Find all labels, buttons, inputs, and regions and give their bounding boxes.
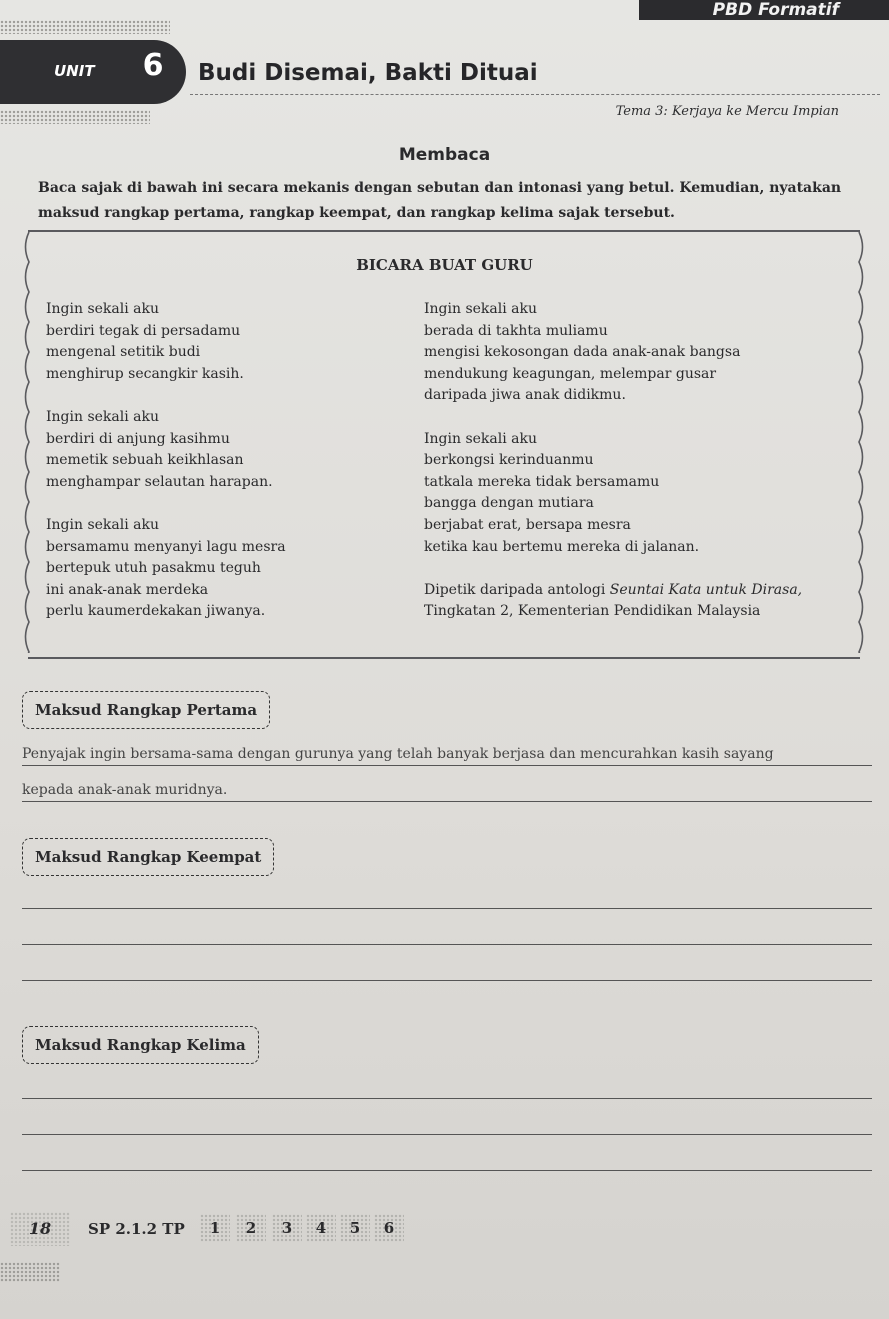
pbd-formatif-badge: PBD Formatif [639, 0, 889, 20]
poem-line: bersamamu menyanyi lagu mesra [46, 538, 286, 555]
label-rangkap-keempat: Maksud Rangkap Keempat [22, 838, 274, 876]
unit-label: UNIT [54, 62, 95, 80]
poem-line: berdiri tegak di persadamu [46, 322, 241, 339]
poem-line: ini anak-anak merdeka [46, 581, 209, 598]
poem-stanza [46, 299, 286, 385]
poem-stanza [46, 515, 286, 623]
answer-line-keempat-2[interactable] [22, 922, 872, 945]
tp-level-4[interactable]: 4 [306, 1214, 336, 1242]
source-title: Seuntai Kata untuk Dirasa, [609, 581, 803, 598]
answer-line-pertama-1[interactable]: Penyajak ingin bersama-sama dengan gurunya yang telah banyak berjasa dan mencurahkan kasih sayang [22, 743, 872, 766]
poem-line: menghampar selautan harapan. [46, 473, 273, 490]
poem-line: ketika kau bertemu mereka di jalanan. [424, 538, 700, 555]
poem-column-right [424, 299, 802, 623]
poem-line: berjabat erat, bersapa mesra [424, 516, 631, 533]
poem-line: Ingin sekali aku [46, 408, 160, 425]
poem-line: mengisi kekosongan dada anak-anak bangsa [424, 344, 741, 361]
answer-line-keempat-3[interactable] [22, 958, 872, 981]
poem-title: BICARA BUAT GURU [356, 256, 533, 274]
answer-line-keempat-1[interactable] [22, 886, 872, 909]
poem-column-left [46, 299, 286, 623]
poem-source [424, 580, 802, 623]
poem-line: tatkala mereka tidak bersamamu [424, 473, 660, 490]
poem-stanza [424, 299, 802, 407]
poem-line: berada di takhta muliamu [424, 322, 608, 339]
poem-line: bertepuk utuh pasakmu teguh [46, 560, 261, 577]
label-rangkap-pertama: Maksud Rangkap Pertama [22, 691, 270, 729]
answer-line-kelima-2[interactable] [22, 1112, 872, 1135]
instruction-text: Baca sajak di bawah ini secara mekanis dengan sebutan dan intonasi yang betul. Kemudian, nyatakan maksud rangkap pertama, rangkap keempat, dan rangkap kelima sajak tersebut. [38, 180, 842, 221]
poem-line: Ingin sekali aku [46, 516, 160, 533]
source-line-1 [424, 580, 802, 602]
poem-line: berkongsi kerinduanmu [424, 452, 594, 469]
poem-line: menghirup secangkir kasih. [46, 365, 244, 382]
tp-level-3[interactable]: 3 [272, 1214, 302, 1242]
poem-line: bangga dengan mutiara [424, 495, 594, 512]
source-prefix: Dipetik daripada antologi [424, 581, 610, 598]
tp-level-6[interactable]: 6 [374, 1214, 404, 1242]
tp-level-1[interactable]: 1 [200, 1214, 230, 1242]
standard-code: SP 2.1.2 TP [88, 1220, 185, 1238]
poem-line: berdiri di anjung kasihmu [46, 430, 230, 447]
poem-line: mendukung keagungan, melempar gusar [424, 365, 717, 382]
unit-number: 6 [142, 48, 164, 83]
decorative-dots [0, 1262, 60, 1282]
poem-line: daripada jiwa anak didikmu. [424, 387, 626, 404]
section-heading: Membaca [398, 145, 491, 165]
poem-line: perlu kaumerdekakan jiwanya. [46, 603, 266, 620]
decorative-dots [0, 20, 170, 34]
poem-frame-wave-left [22, 232, 36, 653]
answer-line-kelima-1[interactable] [22, 1076, 872, 1099]
poem-frame-wave-right [852, 232, 866, 653]
answer-line-kelima-3[interactable] [22, 1148, 872, 1171]
poem-line: mengenal setitik budi [46, 344, 201, 361]
source-line-2: Tingkatan 2, Kementerian Pendidikan Malaysia [424, 603, 761, 620]
tp-level-5[interactable]: 5 [340, 1214, 370, 1242]
page-number: 18 [10, 1212, 70, 1246]
poem-stanza [46, 407, 286, 493]
decorative-dots [0, 110, 150, 124]
poem-line: memetik sebuah keikhlasan [46, 452, 244, 469]
answer-line-pertama-2[interactable]: kepada anak-anak muridnya. [22, 779, 872, 802]
poem-line: Ingin sekali aku [424, 301, 538, 317]
unit-title: Budi Disemai, Bakti Dituai [198, 60, 538, 86]
poem-line: Ingin sekali aku [424, 430, 538, 447]
title-divider [190, 94, 880, 95]
poem-line: Ingin sekali aku [46, 301, 160, 317]
theme-subtitle: Tema 3: Kerjaya ke Mercu Impian [615, 104, 839, 119]
tp-level-2[interactable]: 2 [236, 1214, 266, 1242]
poem-stanza [424, 429, 802, 559]
label-rangkap-kelima: Maksud Rangkap Kelima [22, 1026, 259, 1064]
